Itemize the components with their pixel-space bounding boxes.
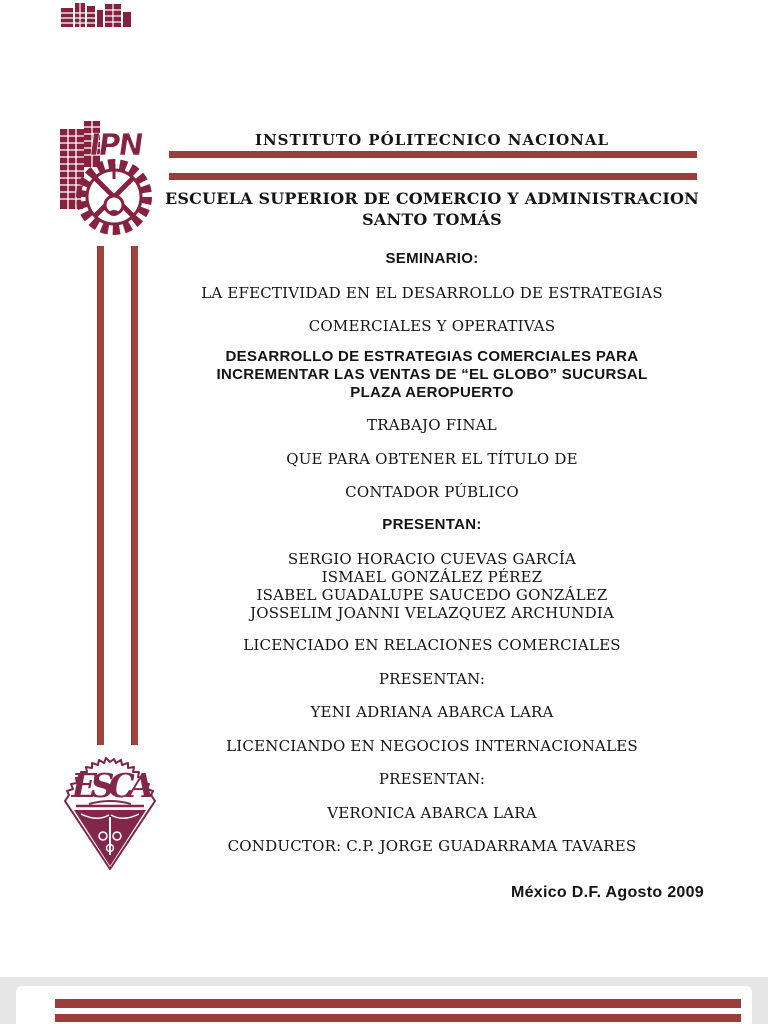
project-title-line1: DESARROLLO DE ESTRATEGIAS COMERCIALES PARA: [225, 348, 639, 365]
header-rule-top: [169, 151, 697, 158]
left-bar-inner: [131, 246, 138, 745]
presenter-name: YENI ADRIANA ABARCA LARA: [310, 703, 554, 721]
presenter-name: ISABEL GUADALUPE SAUCEDO GONZÁLEZ: [256, 586, 608, 604]
presenter-name: ISMAEL GONZÁLEZ PÉREZ: [321, 568, 543, 586]
project-title-line3: PLAZA AEROPUERTO: [350, 384, 514, 401]
degree-name-3: LICENCIANDO EN NEGOCIOS INTERNACIONALES: [226, 737, 638, 755]
presenters-label-1: PRESENTAN:: [382, 516, 482, 533]
esca-letters: ESCA: [71, 766, 149, 805]
degree-intro: QUE PARA OBTENER EL TÍTULO DE: [286, 450, 578, 468]
project-title-line2: INCREMENTAR LAS VENTAS DE “EL GLOBO” SUCURSAL: [216, 366, 648, 383]
esca-logo: [59, 757, 161, 873]
next-page-rule-bottom: [55, 1014, 741, 1022]
conductor-line: CONDUCTOR: C.P. JORGE GUADARRAMA TAVARES: [227, 837, 637, 855]
previous-page-fragment-icon: [61, 3, 131, 27]
institution-title: INSTITUTO PÓLITECNICO NACIONAL: [254, 131, 610, 149]
next-page-rule-top: [55, 999, 741, 1008]
school-name-line2: SANTO TOMÁS: [362, 210, 502, 229]
presenter-name: JOSSELIM JOANNI VELAZQUEZ ARCHUNDIA: [250, 604, 614, 622]
degree-name-2: LICENCIADO EN RELACIONES COMERCIALES: [243, 636, 621, 654]
ipn-letters: IPN: [86, 128, 145, 163]
presenters-label-2: PRESENTAN:: [378, 670, 486, 688]
ipn-logo: [58, 119, 164, 243]
seminar-title-line1: LA EFECTIVIDAD EN EL DESARROLLO DE ESTRATEGIAS: [201, 284, 663, 302]
presenter-name: SERGIO HORACIO CUEVAS GARCÍA: [287, 550, 577, 568]
presenter-name: VERONICA ABARCA LARA: [327, 804, 537, 822]
place-date: México D.F. Agosto 2009: [510, 884, 704, 901]
header-rule-bottom: [169, 173, 697, 180]
presenters-label-3: PRESENTAN:: [378, 770, 486, 788]
left-bar-outer: [97, 246, 104, 745]
school-name-line1: ESCUELA SUPERIOR DE COMERCIO Y ADMINISTRACION: [165, 189, 699, 208]
seminar-label: SEMINARIO:: [385, 250, 479, 267]
seminar-title-line2: COMERCIALES Y OPERATIVAS: [308, 317, 556, 335]
degree-name: CONTADOR PÚBLICO: [345, 483, 519, 501]
work-type: TRABAJO FINAL: [367, 416, 497, 434]
